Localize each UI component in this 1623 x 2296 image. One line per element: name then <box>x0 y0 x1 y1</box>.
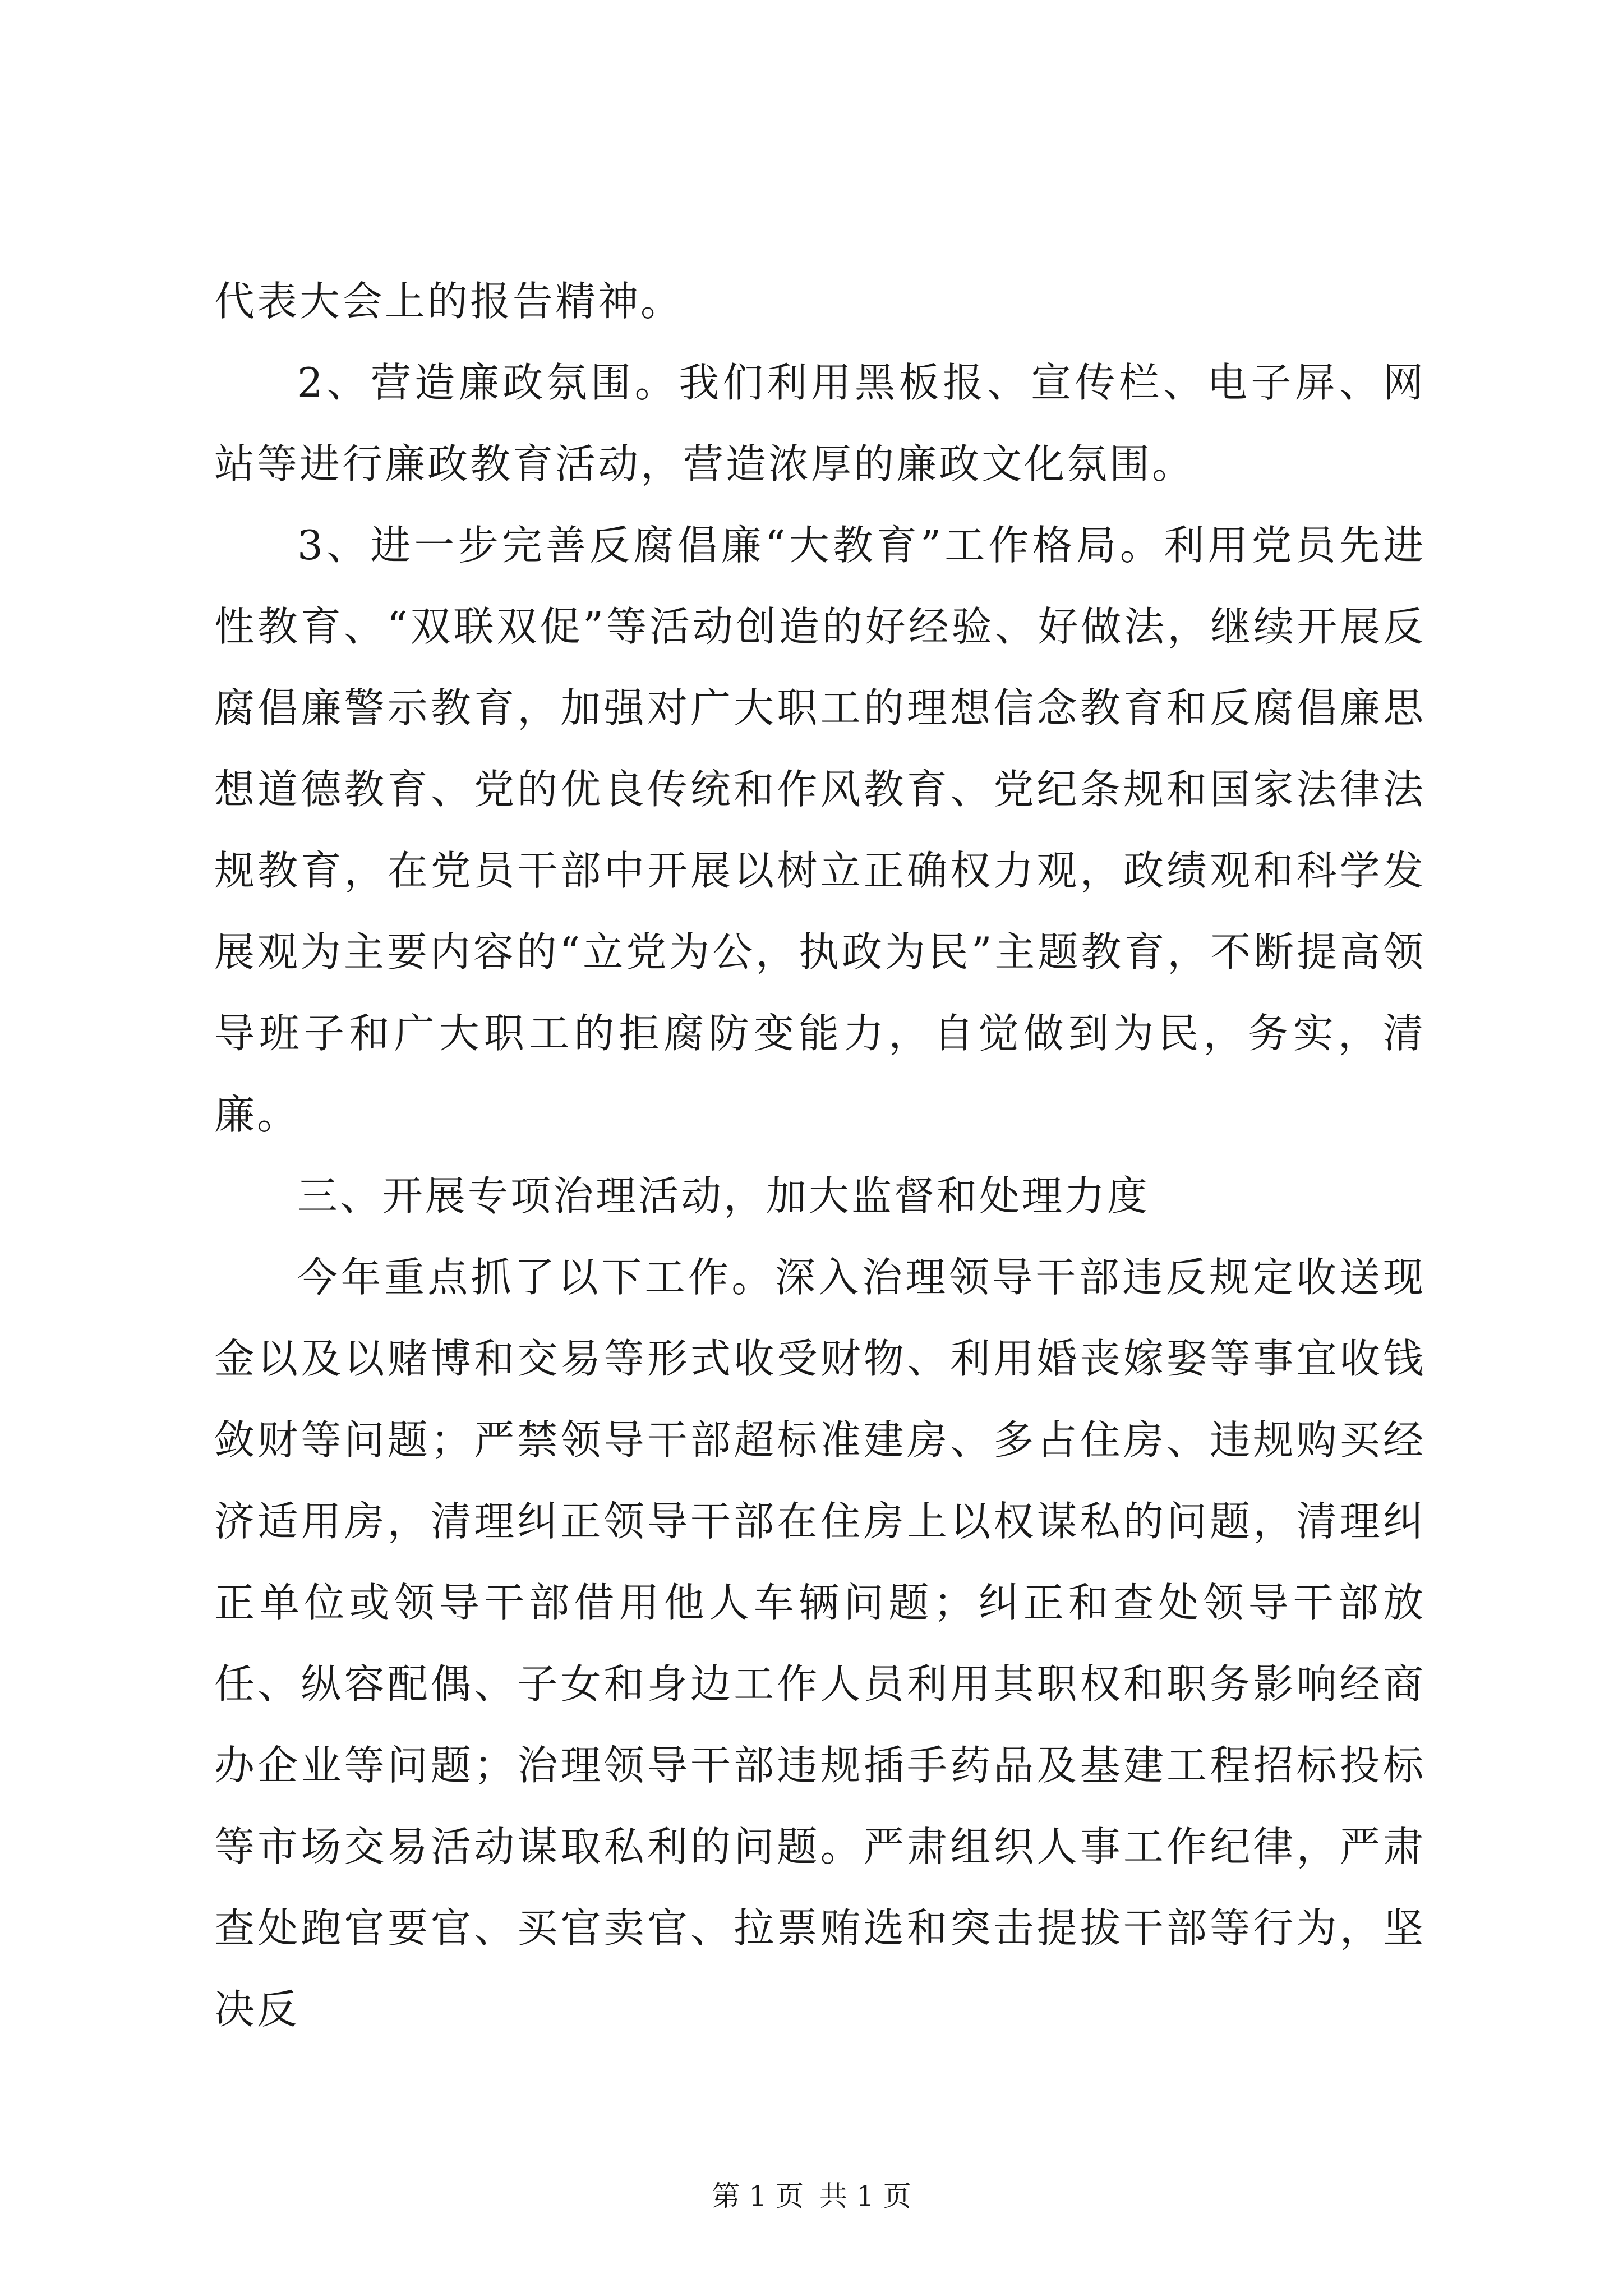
paragraph-item-3: 3、进一步完善反腐倡廉“大教育”工作格局。利用党员先进性教育、“双联双促”等活动创造的好经验、好做法，继续开展反腐倡廉警示教育，加强对广大职工的理想信念教育和反腐倡廉思想道德教育、党的优良传统和作风教育、党纪条规和国家法律法规教育，在党员干部中开展以树立正确权力观，政绩观和科学发展观为主要内容的“立党为公，执政为民”主题教育，不断提高领导班子和广大职工的拒腐防变能力，自觉做到为民，务实，清廉。 <box>214 522 1426 1138</box>
section-heading-3: 三、开展专项治理活动，加大监督和处理力度 <box>297 1172 1150 1220</box>
document-body <box>214 261 1426 2050</box>
paragraph-continuation: 代表大会上的报告精神。 <box>214 278 684 325</box>
paragraph-item-2: 2、营造廉政氛围。我们利用黑板报、宣传栏、电子屏、网站等进行廉政教育活动，营造浓厚的廉政文化氛围。 <box>214 359 1426 487</box>
page-footer <box>0 2179 1623 2213</box>
page-number: 第 1 页 <box>712 2180 804 2212</box>
paragraph-section-3-body: 今年重点抓了以下工作。深入治理领导干部违反规定收送现金以及以赌博和交易等形式收受财物、利用婚丧嫁娶等事宜收钱敛财等问题；严禁领导干部超标准建房、多占住房、违规购买经济适用房，清理纠正领导干部在住房上以权谋私的问题，清理纠正单位或领导干部借用他人车辆问题；纠正和查处领导干部放任、纵容配偶、子女和身边工作人员利用其职权和职务影响经商办企业等问题；治理领导干部违规插手药品及基建工程招标投标等市场交易活动谋取私利的问题。严肃组织人事工作纪律，严肃查处跑官要官、买官卖官、拉票贿选和突击提拔干部等行为，坚决反 <box>214 1254 1426 2033</box>
page-total: 共 1 页 <box>819 2180 911 2212</box>
